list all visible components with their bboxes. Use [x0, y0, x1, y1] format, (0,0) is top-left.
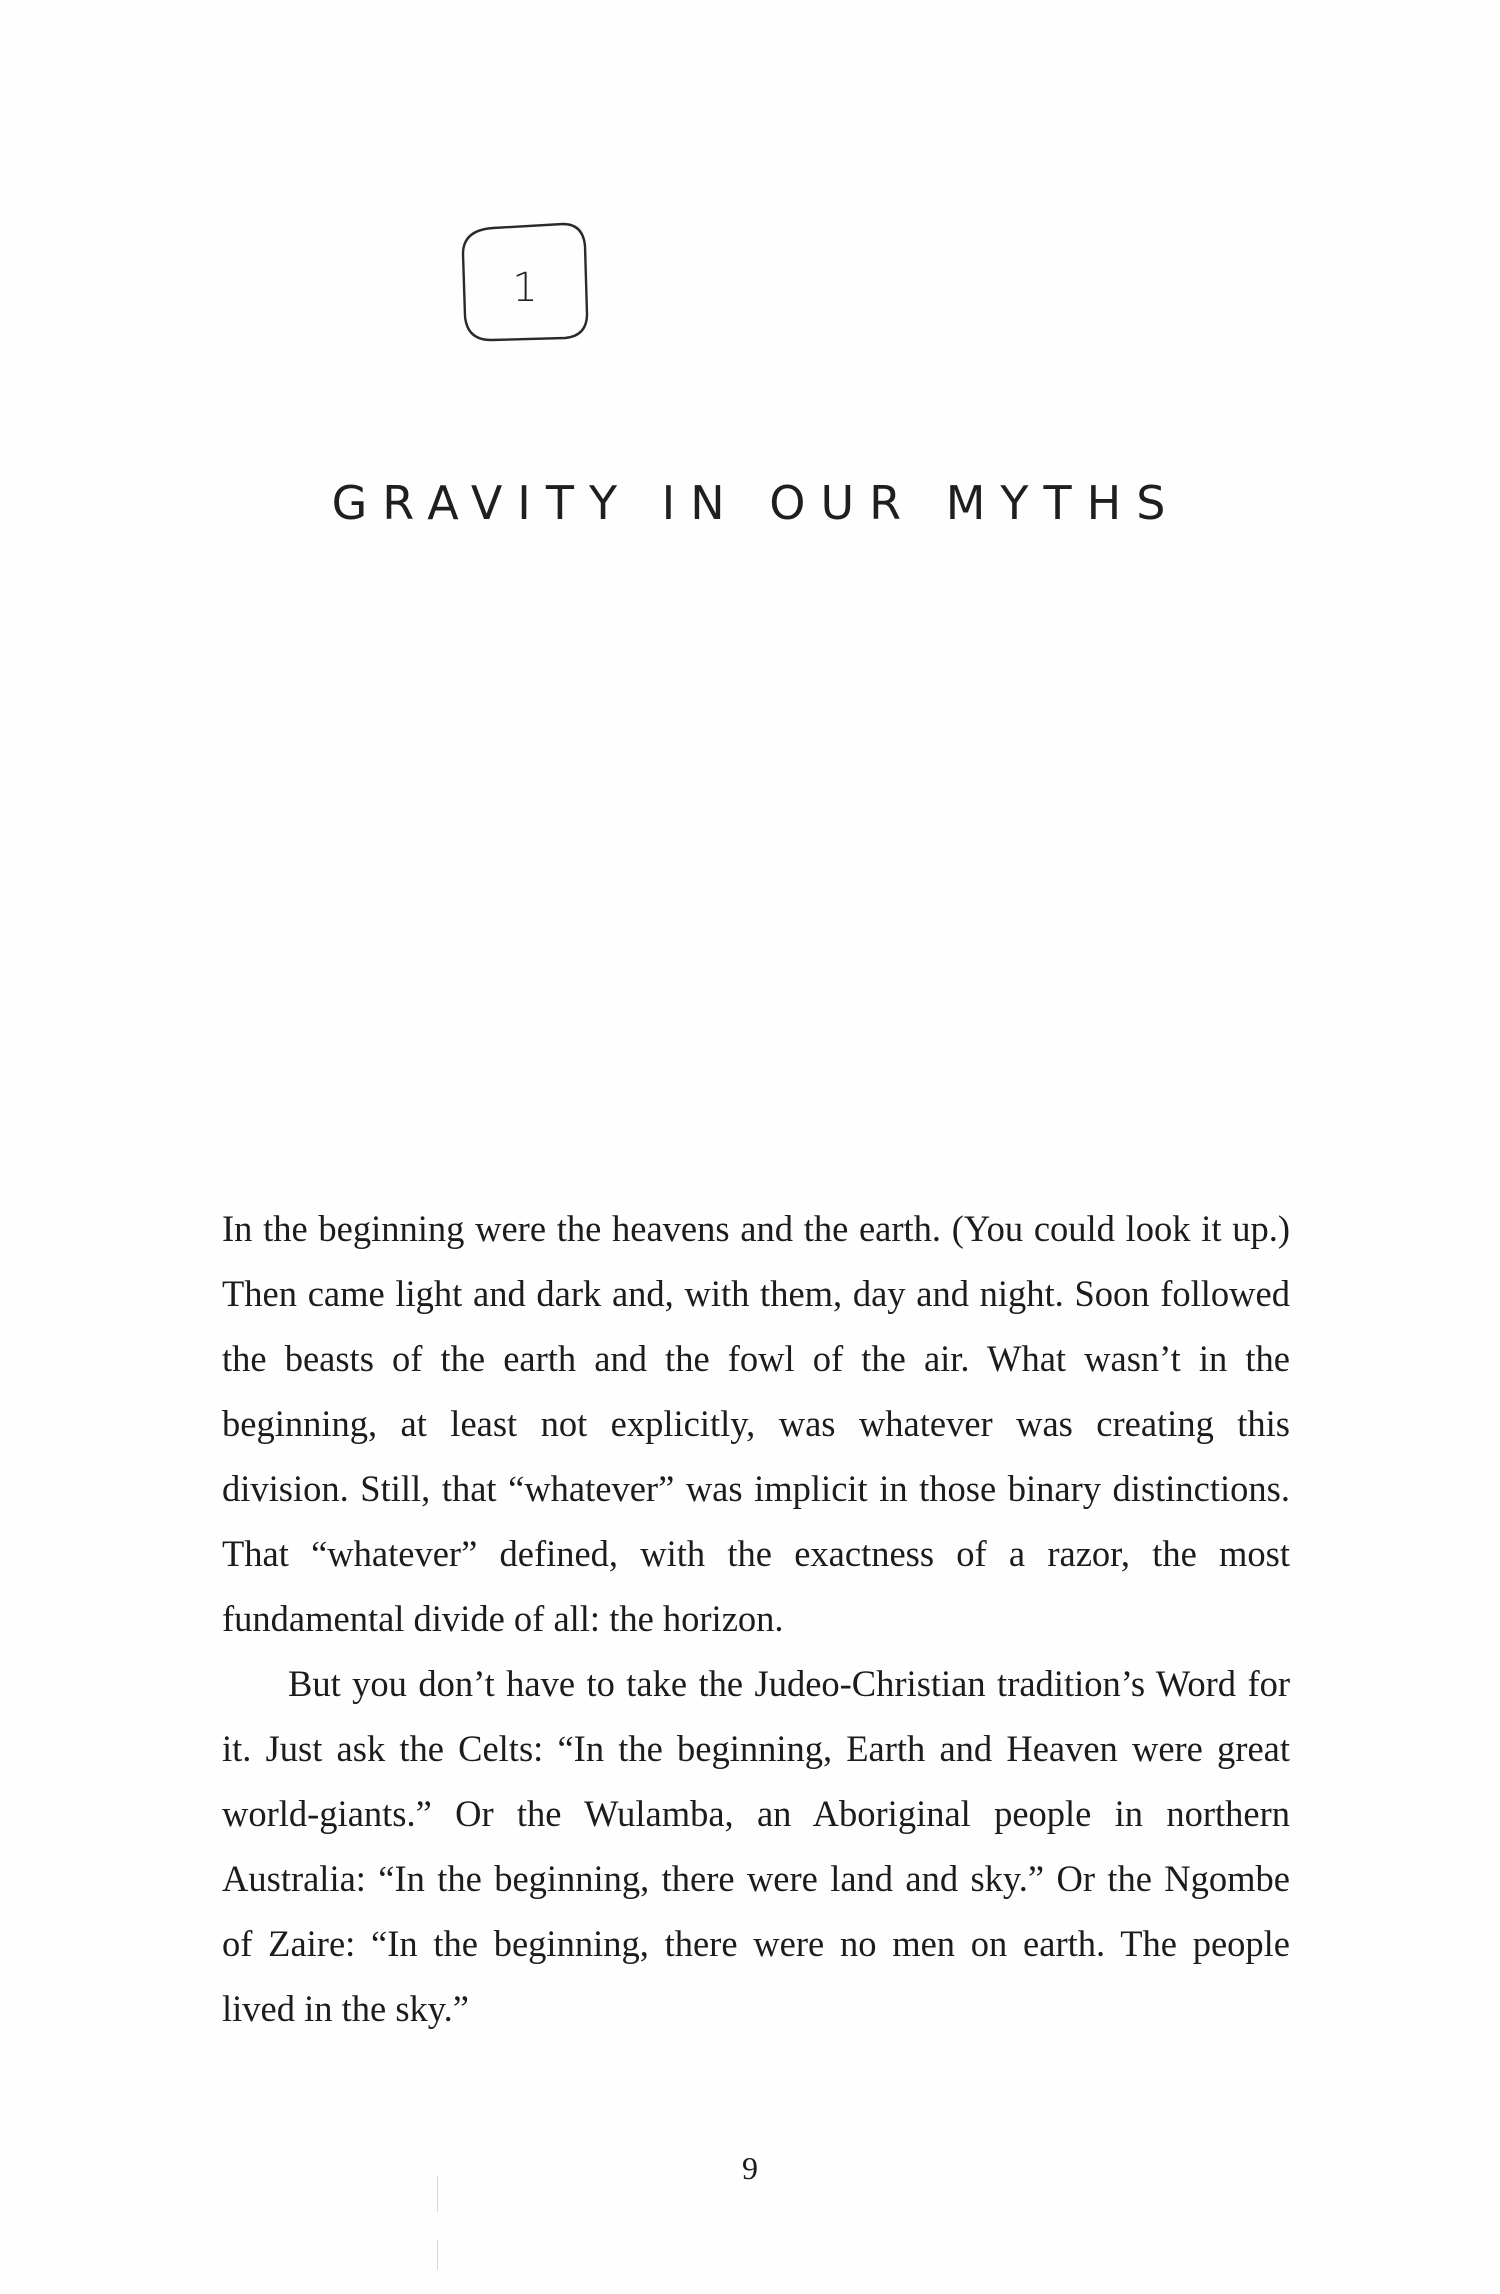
chapter-number: 1	[512, 265, 538, 311]
chapter-title: GRAVITY IN OUR MYTHS	[331, 476, 1181, 530]
paragraph: In the beginning were the heavens and the earth. (You could look it up.) Then came light and dark and, with them, day and night. Soon followed the beasts of the earth and the fowl of the air. What wasn’t in the beginning, at least not explicitly, was whatever was creating this division. Still, that “whatever” was implicit in those binary distinctions. That “whatever” defined, with the exactness of a razor, the most fundamental divide of all: the horizon.	[222, 1208, 1290, 1639]
paragraph: But you don’t have to take the Judeo-Christian tradition’s Word for it. Just ask the Celts: “In the beginning, Earth and Heaven were great world-giants.” Or the Wulamba, an Aboriginal people in northern Australia: “In the beginning, there were land and sky.” Or the Ngombe of Zaire: “In the beginning, there were no men on earth. The people lived in the sky.”	[222, 1663, 1290, 2029]
body-text	[222, 1196, 1290, 2041]
page-number: 9	[742, 2150, 758, 2186]
scan-artifact-line	[437, 2240, 438, 2270]
scan-artifact-line	[437, 2176, 438, 2212]
chapter-number-badge	[455, 210, 595, 350]
